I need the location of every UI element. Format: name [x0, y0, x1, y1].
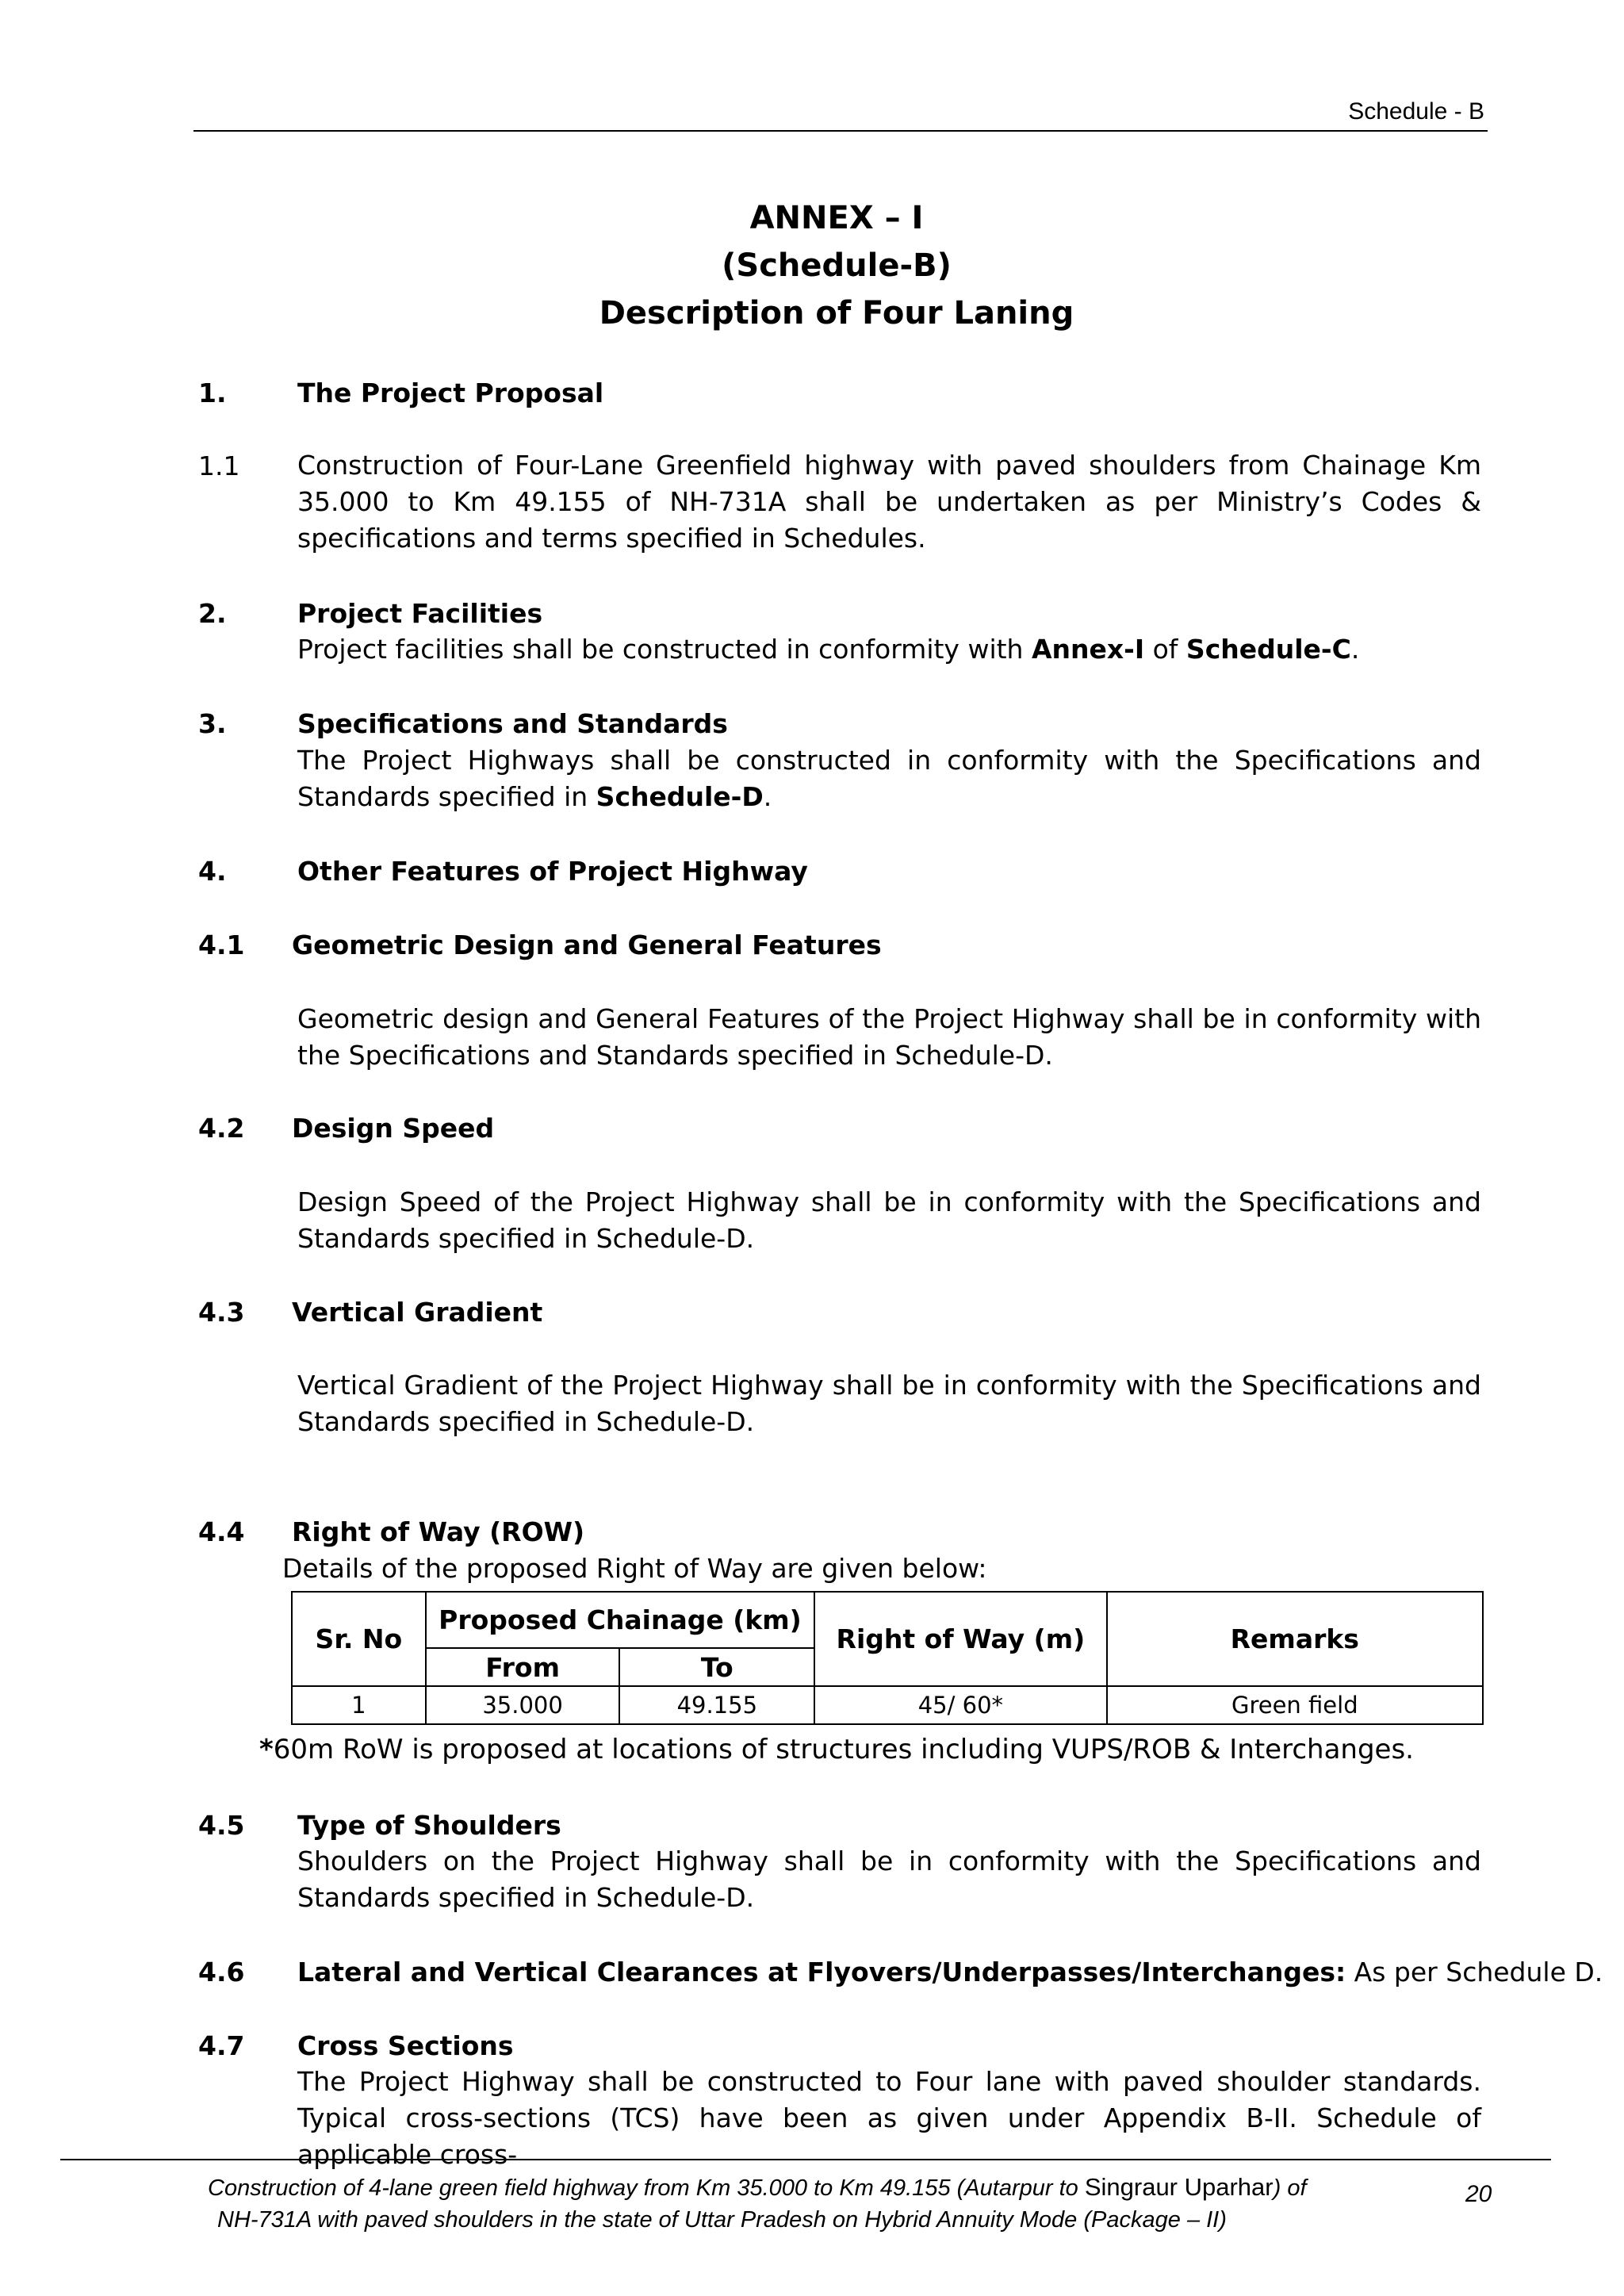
footer-line-1-c: ) of	[1273, 2175, 1307, 2201]
footnote-star: *	[259, 1734, 274, 1765]
footer-line-2: NH-731A with paved shoulders in the state of Uttar Pradesh on Hybrid Annuity Mode (Package – II)	[217, 2207, 1227, 2233]
footer-line-1-a: Construction of 4-lane green field highway from Km 35.000 to Km 49.155 (Autarpur to	[208, 2175, 1085, 2201]
section-3-text-a: The Project Highways shall be constructed in conformity with the Specifications and Standards specified in	[297, 745, 1481, 812]
section-4-4-heading: Right of Way (ROW)	[292, 1516, 585, 1547]
footer-rule	[60, 2159, 1551, 2160]
schedule-c-ref: Schedule-C	[1185, 634, 1351, 665]
section-3-number: 3.	[198, 708, 227, 739]
header-label: Schedule - B	[1348, 98, 1484, 125]
table-row	[292, 1686, 1483, 1724]
cell-right-of-way: 45/ 60*	[814, 1686, 1106, 1724]
section-4-3-heading: Vertical Gradient	[292, 1297, 543, 1328]
annex-i-ref: Annex-I	[1031, 634, 1145, 665]
footer-line-1	[208, 2171, 1429, 2204]
section-4-5-text: Shoulders on the Project Highway shall be in conformity with the Specifications and Standards specified in Schedule-D.	[297, 1846, 1481, 1913]
section-2-text	[297, 631, 1481, 668]
row-intro-text: Details of the proposed Right of Way are given below:	[282, 1553, 987, 1584]
section-2-number: 2.	[198, 598, 227, 629]
col-header-remarks: Remarks	[1107, 1592, 1483, 1686]
col-header-to: To	[619, 1648, 814, 1686]
col-header-right-of-way: Right of Way (m)	[814, 1592, 1106, 1686]
section-4-7-number: 4.7	[198, 2030, 245, 2061]
section-4-6-number: 4.6	[198, 1957, 245, 1987]
footer-text	[208, 2171, 1429, 2236]
section-4-2-heading: Design Speed	[292, 1113, 495, 1144]
section-4-heading: Other Features of Project Highway	[297, 856, 808, 887]
section-1-heading: The Project Proposal	[297, 378, 604, 408]
right-of-way-table	[291, 1591, 1484, 1725]
section-4-6-text: As per Schedule D.	[1346, 1957, 1603, 1987]
header-rule	[193, 130, 1488, 132]
section-4-1-number: 4.1	[198, 930, 245, 960]
section-4-5-number: 4.5	[198, 1810, 245, 1841]
section-4-7-text: The Project Highway shall be constructed to Four lane with paved shoulder standards. Typical cross-sections (TCS) have been as given under Appendix B-II. Schedule of applicable cross-	[297, 2066, 1481, 2170]
cell-from: 35.000	[426, 1686, 620, 1724]
section-4-4-number: 4.4	[198, 1516, 245, 1547]
cell-sr-no: 1	[292, 1686, 426, 1724]
section-4-number: 4.	[198, 856, 227, 887]
col-header-from: From	[426, 1648, 620, 1686]
section-2-text-a: Project facilities shall be constructed in conformity with	[297, 634, 1032, 665]
section-4-6-line	[297, 1957, 1603, 1987]
section-4-7-heading: Cross Sections	[297, 2030, 514, 2061]
col-header-sr-no: Sr. No	[292, 1592, 426, 1686]
section-3-text	[297, 742, 1481, 815]
section-4-2-number: 4.2	[198, 1113, 245, 1144]
section-2-text-b: of	[1144, 634, 1186, 665]
section-4-5-heading: Type of Shoulders	[297, 1810, 561, 1841]
section-2-text-c: .	[1350, 634, 1360, 665]
section-4-1-heading: Geometric Design and General Features	[292, 930, 882, 960]
section-4-1-text: Geometric design and General Features of the Project Highway shall be in conformity with the Specifications and Standards specified in Schedule-D.	[297, 1003, 1481, 1071]
page-number: 20	[1465, 2181, 1492, 2207]
row-footnote	[0, 1734, 1624, 1765]
col-header-proposed-chainage: Proposed Chainage (km)	[426, 1592, 814, 1648]
section-4-6-heading: Lateral and Vertical Clearances at Flyovers/Underpasses/Interchanges:	[297, 1957, 1346, 1987]
cell-to: 49.155	[619, 1686, 814, 1724]
section-2-heading: Project Facilities	[297, 598, 543, 629]
title-schedule: (Schedule-B)	[722, 247, 952, 284]
footnote-text: 60m RoW is proposed at locations of structures including VUPS/ROB & Interchanges.	[273, 1734, 1414, 1765]
title-description: Description of Four Laning	[599, 295, 1074, 332]
section-3-text-b: .	[763, 781, 772, 812]
title-annex: ANNEX – I	[749, 200, 924, 236]
section-3-heading: Specifications and Standards	[297, 708, 728, 739]
section-1-number: 1.	[198, 378, 227, 408]
footer-line-1-b: Singraur Uparhar	[1084, 2173, 1274, 2201]
section-1-1-number: 1.1	[198, 450, 240, 481]
section-4-3-text: Vertical Gradient of the Project Highway shall be in conformity with the Specifications and Standards specified in Schedule-D.	[297, 1370, 1481, 1437]
section-4-3-number: 4.3	[198, 1297, 245, 1328]
section-1-1-text: Construction of Four-Lane Greenfield highway with paved shoulders from Chainage Km 35.000 to Km 49.155 of NH-731A shall be undertaken as per Ministry’s Codes & specifications and terms specified in Schedules.	[297, 450, 1481, 554]
section-4-2-text: Design Speed of the Project Highway shall be in conformity with the Specifications and Standards specified in Schedule-D.	[297, 1186, 1481, 1254]
schedule-d-ref: Schedule-D	[596, 781, 764, 812]
cell-remarks: Green field	[1107, 1686, 1483, 1724]
